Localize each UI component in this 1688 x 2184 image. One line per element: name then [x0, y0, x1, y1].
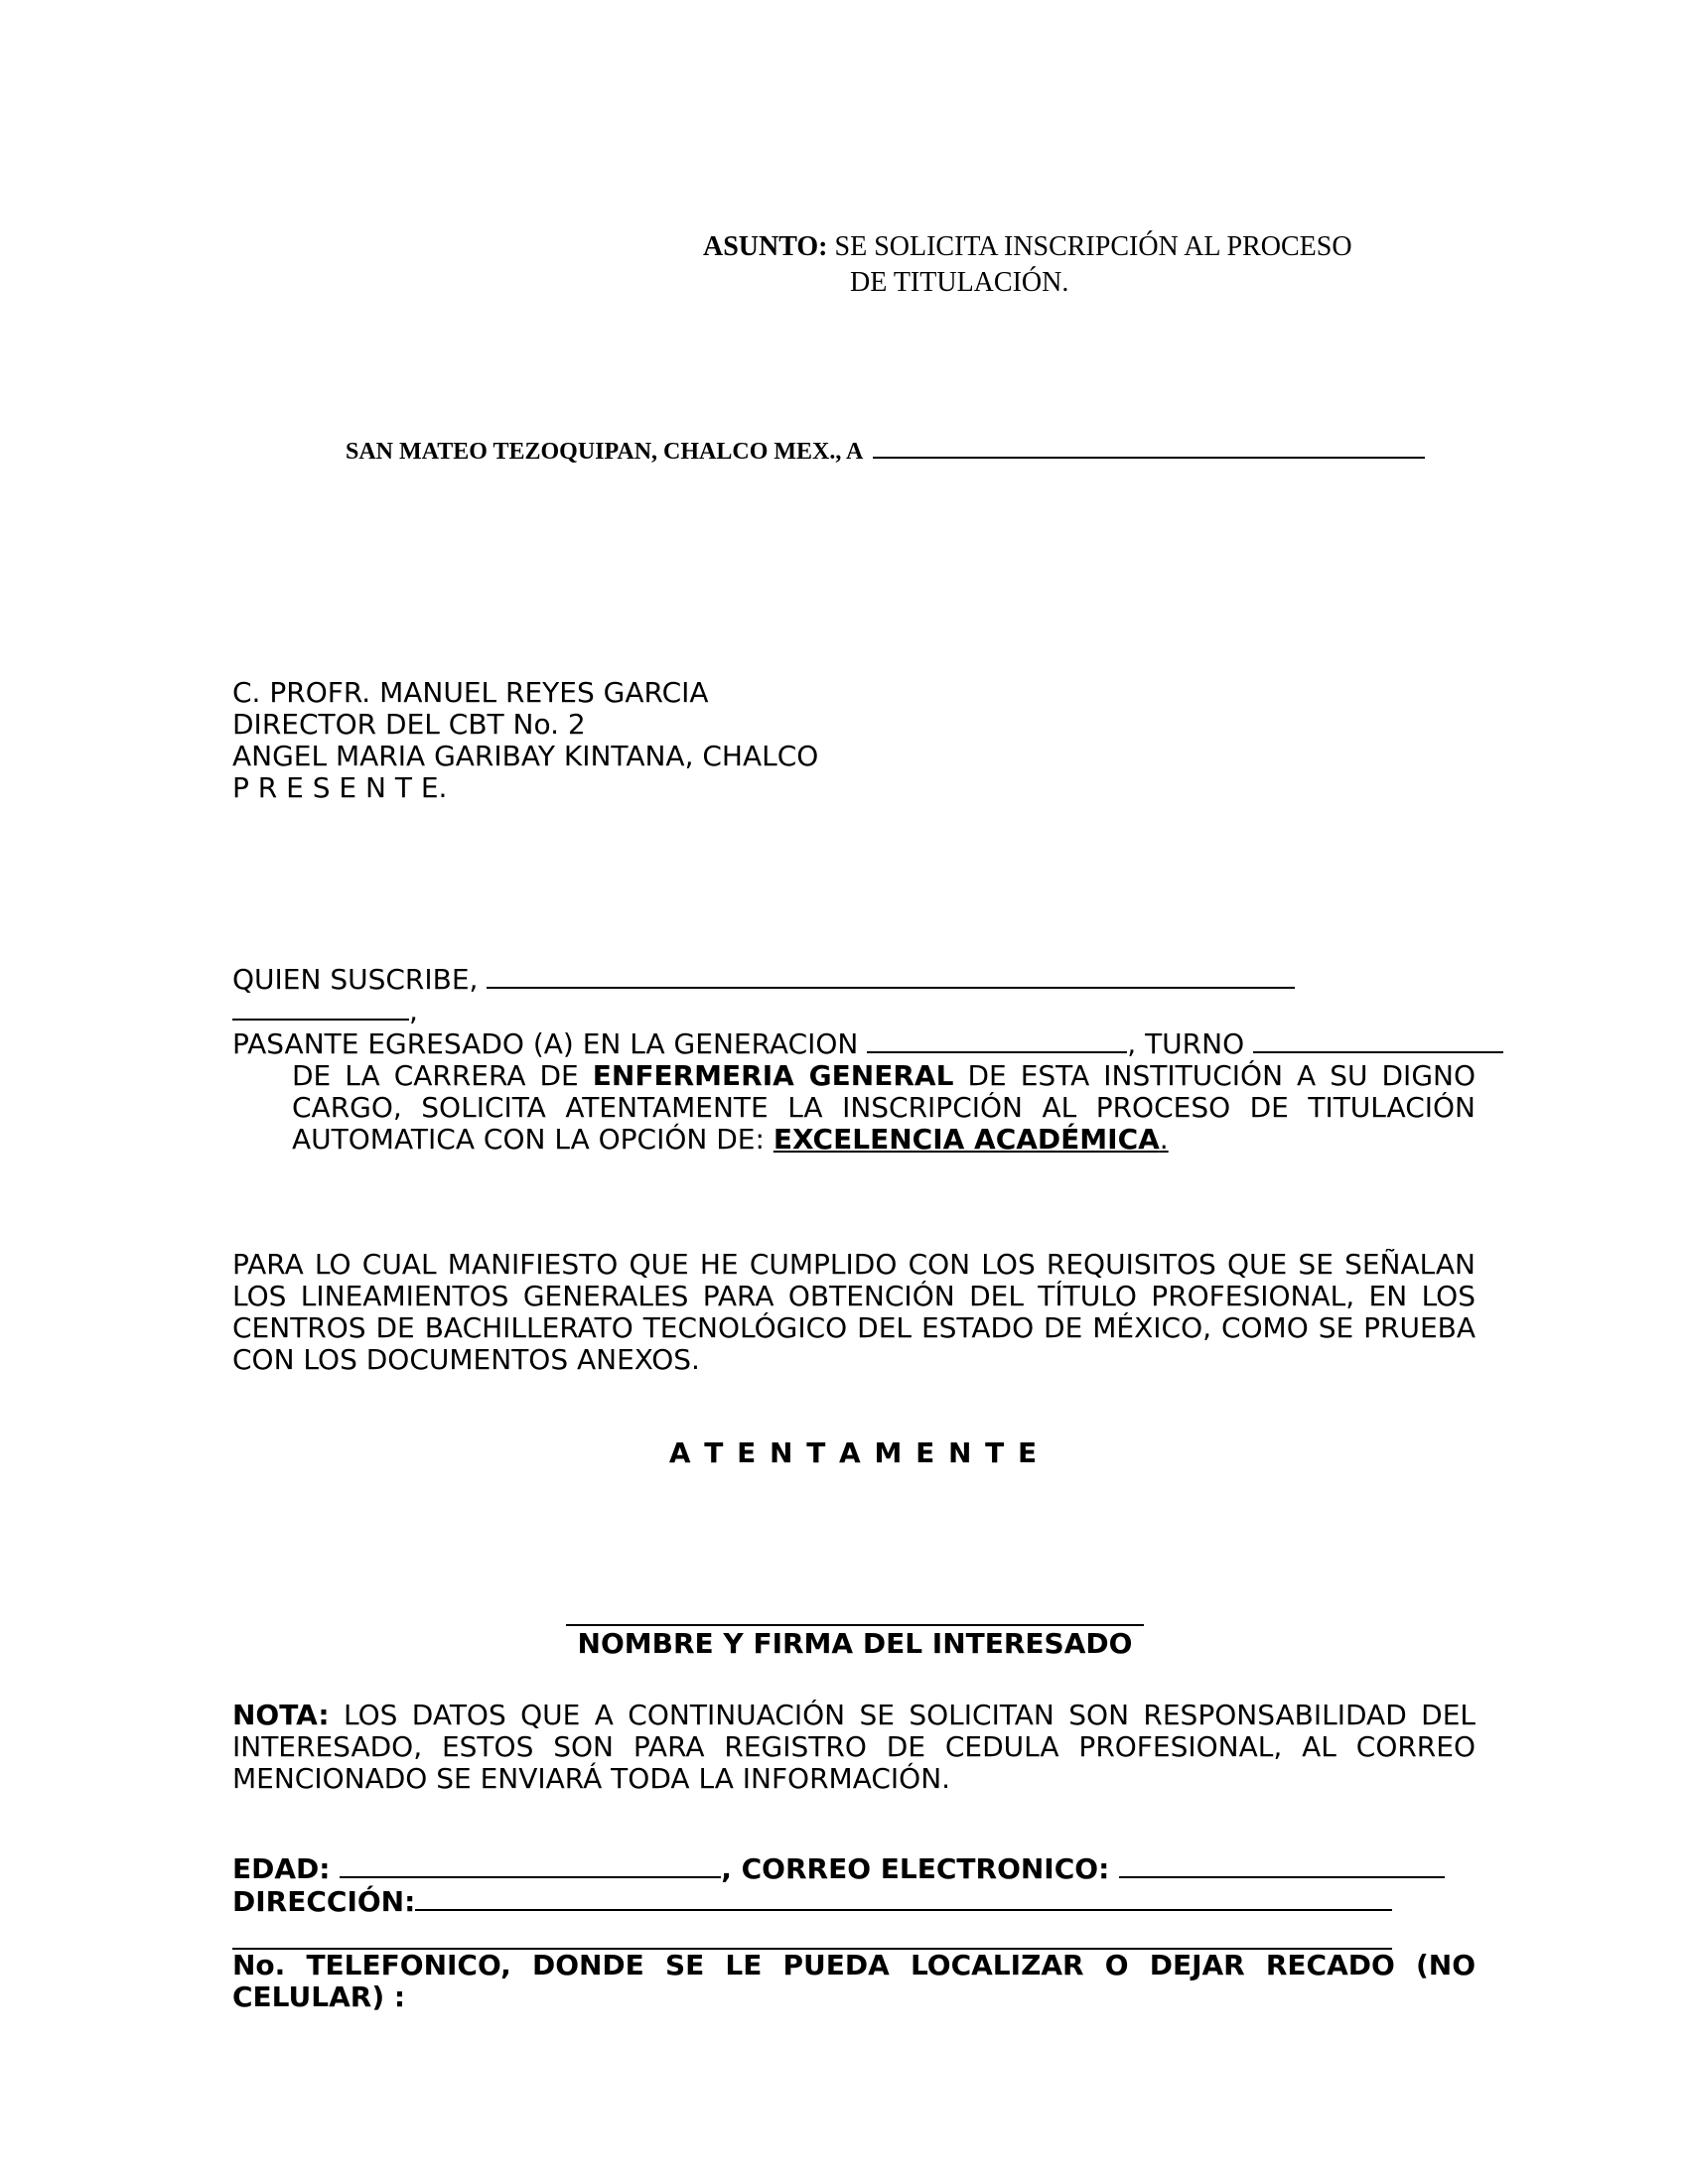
recipient-name: C. PROFR. MANUEL REYES GARCIA: [232, 676, 709, 709]
generacion-label: PASANTE EGRESADO (A) EN LA GENERACION: [232, 1027, 859, 1060]
turno-blank[interactable]: [1253, 1027, 1503, 1053]
manifiesto-line-1: PARA LO CUAL MANIFIESTO QUE HE CUMPLIDO CON LOS REQUISITOS QUE SE SEÑALAN: [232, 1249, 1476, 1281]
edad-label: EDAD:: [232, 1852, 331, 1885]
opcion-name: EXCELENCIA ACADÉMICA: [773, 1123, 1160, 1156]
place-date-text: SAN MATEO TEZOQUIPAN, CHALCO MEX., A: [346, 439, 864, 465]
opcion-line: [292, 1124, 1476, 1156]
manifiesto-line-4: CON LOS DOCUMENTOS ANEXOS.: [232, 1343, 700, 1376]
contact-fields: [232, 1852, 1476, 2013]
direccion-line: [232, 1885, 1476, 1918]
signature-caption: NOMBRE Y FIRMA DEL INTERESADO: [577, 1627, 1133, 1660]
carrera-name: ENFERMERIA GENERAL: [592, 1060, 954, 1092]
manifiesto-paragraph: [232, 1249, 1476, 1376]
date-blank[interactable]: [873, 433, 1425, 459]
direccion-label: DIRECCIÓN:: [232, 1885, 416, 1918]
asunto-text-2: DE TITULACIÓN.: [850, 267, 1069, 298]
manifiesto-line-2: LOS LINEAMIENTOS GENERALES PARA OBTENCIÓN DEL TÍTULO PROFESIONAL, EN LOS: [232, 1281, 1476, 1312]
quien-suscribe-label: QUIEN SUSCRIBE,: [232, 963, 479, 996]
recipient-title: DIRECTOR DEL CBT No. 2: [232, 708, 586, 741]
asunto-label: ASUNTO:: [703, 231, 828, 262]
telefono-line-2: CELULAR) :: [232, 1980, 406, 2013]
correo-label: , CORREO ELECTRONICO:: [721, 1852, 1110, 1885]
nota-line-1: [232, 1700, 1476, 1731]
recipient-institution: ANGEL MARIA GARIBAY KINTANA, CHALCO: [232, 740, 819, 772]
opcion-post: .: [1159, 1123, 1169, 1156]
nota-line-2: INTERESADO, ESTOS SON PARA REGISTRO DE CEDULA PROFESIONAL, AL CORREO: [232, 1731, 1476, 1763]
asunto-line-1: [703, 229, 1458, 265]
asunto-block: [703, 229, 1458, 301]
signature-line[interactable]: [566, 1596, 1144, 1626]
correo-blank[interactable]: [1119, 1852, 1445, 1878]
name-blank[interactable]: [487, 963, 1295, 989]
cargo-line: CARGO, SOLICITA ATENTAMENTE LA INSCRIPCIÓN AL PROCESO DE TITULACIÓN: [292, 1092, 1476, 1124]
nota-paragraph: [232, 1700, 1476, 1795]
opcion-pre: AUTOMATICA CON LA OPCIÓN DE:: [292, 1123, 765, 1156]
nota-line-3: MENCIONADO SE ENVIARÁ TODA LA INFORMACIÓN.: [232, 1762, 951, 1795]
direccion-blank[interactable]: [415, 1885, 1392, 1911]
place-date-line: [346, 433, 1477, 470]
name-comma: ,: [409, 995, 418, 1027]
edad-correo-line: [232, 1852, 1476, 1885]
carrera-line: [292, 1060, 1476, 1092]
nota-text-1: LOS DATOS QUE A CONTINUACIÓN SE SOLICITAN SON RESPONSABILIDAD DEL: [343, 1700, 1476, 1731]
edad-blank[interactable]: [340, 1852, 721, 1878]
name-blank-continuation[interactable]: [232, 997, 409, 1021]
asunto-line-2: [703, 265, 1458, 301]
turno-label: , TURNO: [1127, 1027, 1245, 1060]
generacion-blank[interactable]: [867, 1027, 1127, 1053]
recipient-block: [232, 677, 1225, 804]
nota-label: NOTA:: [232, 1700, 330, 1731]
telefono-line-1: No. TELEFONICO, DONDE SE LE PUEDA LOCALIZAR O DEJAR RECADO (NO: [232, 1950, 1476, 1981]
asunto-text-1: SE SOLICITA INSCRIPCIÓN AL PROCESO: [834, 231, 1352, 262]
manifiesto-line-3: CENTROS DE BACHILLERATO TECNOLÓGICO DEL ESTADO DE MÉXICO, COMO SE PRUEBA: [232, 1312, 1476, 1344]
recipient-presente: P R E S E N T E.: [232, 771, 448, 804]
carrera-post: DE ESTA INSTITUCIÓN A SU DIGNO: [967, 1060, 1476, 1092]
atentamente-heading: A T E N T A M E N T E: [668, 1436, 1040, 1469]
quien-suscribe-line: [232, 963, 1476, 996]
carrera-pre: DE LA CARRERA DE: [292, 1060, 579, 1092]
request-body: [232, 963, 1476, 1156]
generacion-line: [232, 1027, 1476, 1060]
name-continuation-line: [232, 996, 1476, 1027]
direccion-blank-2[interactable]: [232, 1918, 1392, 1950]
carrera-paragraph: [232, 1060, 1476, 1156]
